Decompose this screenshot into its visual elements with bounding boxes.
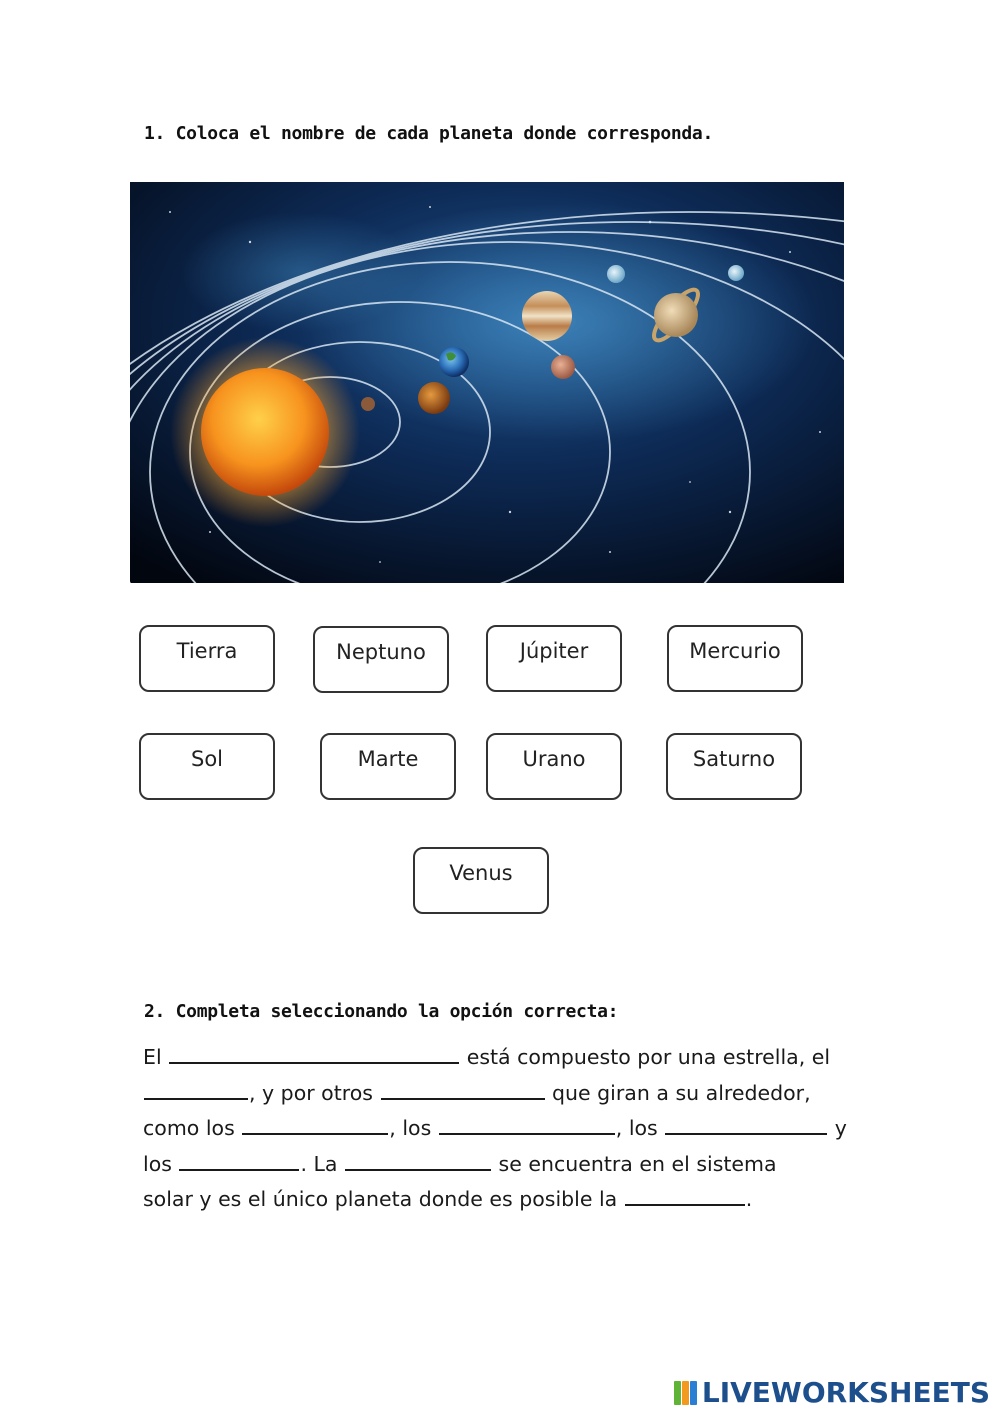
liveworksheets-logo bbox=[673, 1376, 990, 1409]
paragraph-text: que giran a su alrededor, bbox=[552, 1080, 811, 1105]
paragraph-text: se encuentra en el sistema bbox=[498, 1151, 777, 1176]
word-card[interactable]: Neptuno bbox=[313, 626, 449, 693]
solar-system-image bbox=[130, 182, 844, 583]
question-1-text: Coloca el nombre de cada planeta donde corresponda. bbox=[175, 123, 714, 144]
question-1-title bbox=[144, 123, 713, 144]
question-2-text: Completa seleccionando la opción correcta: bbox=[175, 1001, 619, 1022]
blank-field[interactable] bbox=[625, 1182, 745, 1206]
word-card[interactable]: Júpiter bbox=[486, 625, 622, 692]
question-2-title bbox=[144, 1001, 618, 1022]
paragraph-line bbox=[143, 1076, 863, 1112]
paragraph-text: como los bbox=[143, 1116, 235, 1140]
blank-field[interactable] bbox=[169, 1040, 459, 1064]
paragraph-line bbox=[143, 1111, 863, 1147]
paragraph-line bbox=[143, 1040, 863, 1076]
paragraph-text: , los bbox=[615, 1116, 658, 1140]
liveworksheets-logo-icon bbox=[673, 1379, 699, 1407]
blank-field[interactable] bbox=[665, 1111, 827, 1135]
fill-in-paragraph bbox=[143, 1040, 863, 1218]
liveworksheets-logo-text: LIVEWORKSHEETS bbox=[701, 1376, 990, 1409]
paragraph-text: , los bbox=[389, 1116, 432, 1140]
paragraph-text: . La bbox=[300, 1151, 338, 1176]
paragraph-text: los bbox=[143, 1151, 172, 1176]
paragraph-line bbox=[143, 1147, 863, 1183]
word-card[interactable]: Venus bbox=[413, 847, 549, 914]
blank-field[interactable] bbox=[144, 1076, 248, 1100]
blank-field[interactable] bbox=[439, 1111, 615, 1135]
paragraph-text: , y por otros bbox=[249, 1080, 373, 1105]
blank-field[interactable] bbox=[179, 1147, 299, 1171]
paragraph-line bbox=[143, 1182, 863, 1218]
word-card[interactable]: Marte bbox=[320, 733, 456, 800]
question-1-number: 1. bbox=[144, 123, 166, 144]
paragraph-text: El bbox=[143, 1045, 162, 1069]
word-card[interactable]: Sol bbox=[139, 733, 275, 800]
question-2-number: 2. bbox=[144, 1001, 166, 1022]
word-card[interactable]: Saturno bbox=[666, 733, 802, 800]
word-card[interactable]: Tierra bbox=[139, 625, 275, 692]
blank-field[interactable] bbox=[381, 1076, 545, 1100]
paragraph-text: está compuesto por una estrella, el bbox=[466, 1045, 831, 1069]
blank-field[interactable] bbox=[345, 1147, 491, 1171]
blank-field[interactable] bbox=[242, 1111, 388, 1135]
paragraph-text: solar y es el único planeta donde es posible la bbox=[143, 1187, 618, 1211]
paragraph-text: . bbox=[745, 1187, 753, 1211]
paragraph-text: y bbox=[834, 1116, 847, 1140]
word-card[interactable]: Urano bbox=[486, 733, 622, 800]
word-card[interactable]: Mercurio bbox=[667, 625, 803, 692]
